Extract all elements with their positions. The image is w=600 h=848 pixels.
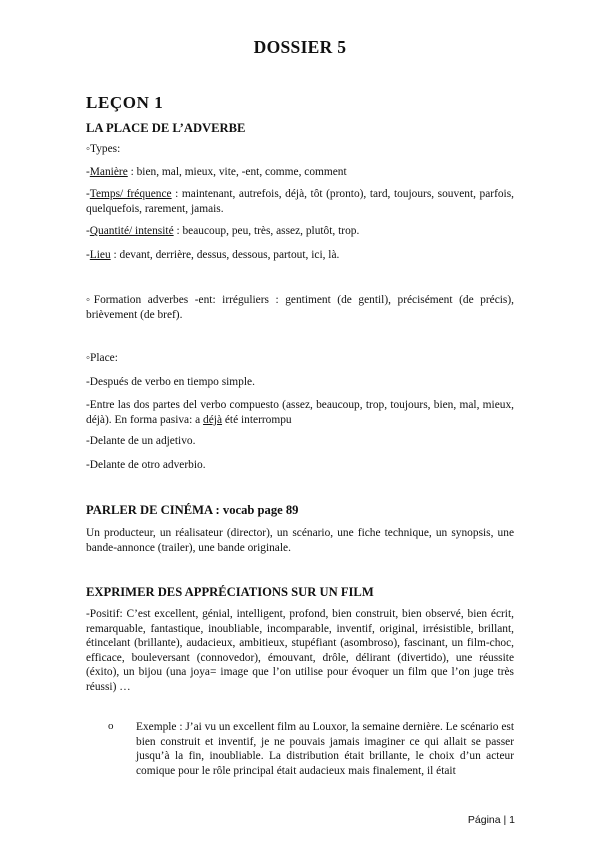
line-maniere: -Manière : bien, mal, mieux, vite, -ent, comme, comment	[86, 166, 347, 178]
line-quantite: -Quantité/ intensité : beaucoup, peu, très, assez, plutôt, trop.	[86, 225, 360, 237]
formation-paragraph: ◦Formation adverbes -ent: irréguliers : gentiment (de gentil), précisément (de précis), brièvement (de bref).	[86, 294, 514, 321]
place-line-4: -Delante de otro adverbio.	[86, 459, 206, 471]
passive-example-underlined: déjà	[203, 413, 223, 426]
term-quantite: Quantité/ intensité	[89, 225, 174, 237]
example-paragraph: Exemple : J’ai vu un excellent film au Louxor, la semaine dernière. Le scénario est bien construit et inventif, je ne pouvais jamais imaginer ce qui allait se passer jusqu’à la fin, inoubliable. La distribution était brillante, le choix d’un acteur comique pour le rôle principal était audacieux mais finalement, il était	[136, 721, 514, 777]
lesson-heading: LEÇON 1	[86, 93, 164, 112]
line-temps: -Temps/ fréquence : maintenant, autrefois, déjà, tôt (pronto), tard, toujours, souvent, parfois, quelquefois, rarement, jamais.	[86, 188, 514, 215]
place-line-1: -Después de verbo en tiempo simple.	[86, 376, 255, 388]
types-label: ◦Types:	[86, 143, 121, 155]
cinema-vocab-paragraph: Un producteur, un réalisateur (director), un scénario, une fiche technique, un synopsis, une bande-annonce (trailer), une bande originale.	[86, 527, 514, 554]
term-lieu: Lieu	[89, 249, 111, 261]
term-temps: Temps/ fréquence	[89, 188, 172, 200]
section-heading-cinema: PARLER DE CINÉMA : vocab page 89	[86, 503, 299, 517]
place-line-2: -Entre las dos partes del verbo compuesto (assez, beaucoup, trop, toujours, bien, mal, mieux, déjà). En forma pasiva: a déjà été interrompu	[86, 399, 514, 426]
place-label: ◦Place:	[86, 352, 118, 364]
page-footer: Página | 1	[467, 814, 515, 826]
section-heading-appreciations: EXPRIMER DES APPRÉCIATIONS SUR UN FILM	[86, 585, 374, 599]
positive-paragraph: -Positif: C’est excellent, génial, intelligent, profond, bien construit, bien observé, bien écrit, remarquable, fantastique, inoubliable, incomparable, inventif, original, irrésistible, brillant, étincelant (brillante), audacieux, ambitieux, stupéfiant (asombroso), fascinant, un film-choc, efficace, bouleversant (connovedor), émouvant, drôle, délirant (divertido), une réussite (éxito), un bijou (una joya= image que l’on utilise pour évoquer un film que l’on juge très réussi) …	[86, 608, 514, 693]
term-maniere: Manière	[89, 166, 128, 178]
section-heading-adverbe: LA PLACE DE L’ADVERBE	[86, 121, 246, 135]
line-lieu: -Lieu : devant, derrière, dessus, dessous, partout, ici, là.	[86, 249, 340, 261]
list-bullet: o	[108, 720, 114, 732]
place-line-3: -Delante de un adjetivo.	[86, 435, 196, 447]
page-title: DOSSIER 5	[253, 37, 347, 57]
